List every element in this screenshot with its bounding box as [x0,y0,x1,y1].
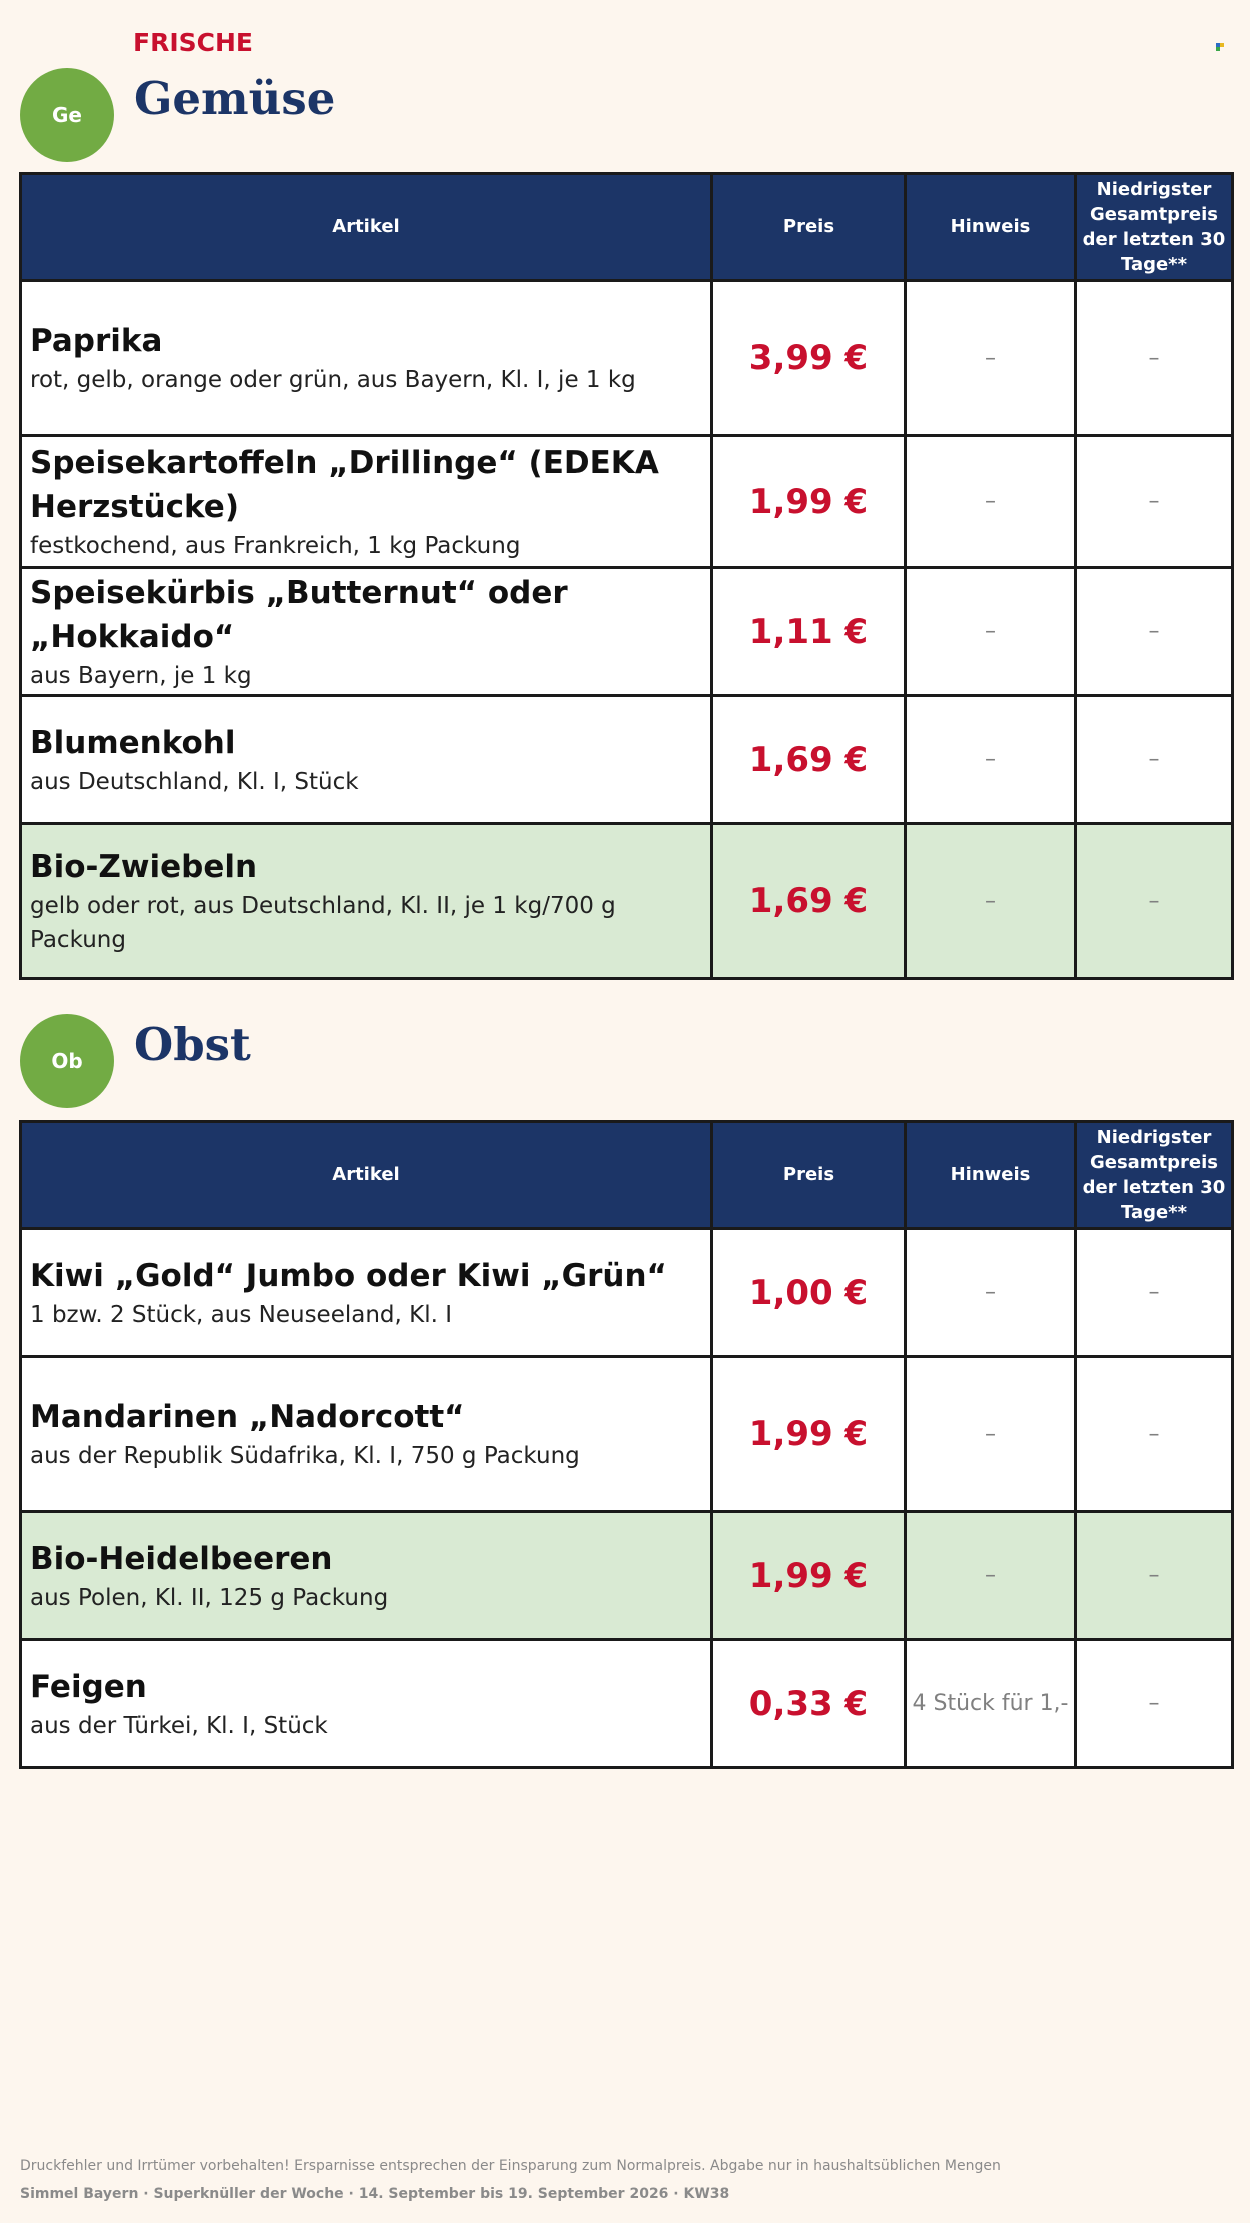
lowest-price-cell: – [1076,1512,1233,1640]
table-header-row [21,1122,1233,1229]
header-price: Preis [712,174,906,281]
lowest-price-cell: – [1076,568,1233,696]
corner-mark-green [1216,47,1220,51]
lowest-price-cell: – [1076,824,1233,979]
note-cell: – [906,1512,1076,1640]
article-description: aus Bayern, je 1 kg [30,662,252,689]
price-cell: 1,00 € [712,1229,906,1357]
price-cell: 1,69 € [712,696,906,824]
note-cell: – [906,696,1076,824]
article-description: gelb oder rot, aus Deutschland, Kl. II, je 1 kg/700 g Packung [30,893,616,953]
article-description: rot, gelb, orange oder grün, aus Bayern, Kl. I, je 1 kg [30,367,636,393]
article-description: aus der Türkei, Kl. I, Stück [30,1712,328,1739]
note-cell: – [906,281,1076,436]
category-kicker: FRISCHE [133,28,253,57]
note-cell: – [906,1357,1076,1512]
section-title: Obst [134,1018,251,1071]
price-cell: 1,69 € [712,824,906,979]
table-row [21,824,1233,979]
note-cell: 4 Stück für 1,- [906,1640,1076,1768]
article-cell [21,1640,712,1768]
article-name: Speisekürbis „Butternut“ oder „Hokkaido“ [30,574,568,655]
article-cell [21,824,712,979]
price-cell: 3,99 € [712,281,906,436]
price-cell: 1,99 € [712,1512,906,1640]
table-row [21,696,1233,824]
article-cell [21,1229,712,1357]
article-name: Blumenkohl [30,724,236,761]
lowest-price-cell: – [1076,1229,1233,1357]
corner-color-mark [1216,43,1224,51]
header-article: Artikel [21,1122,712,1229]
article-description: aus Deutschland, Kl. I, Stück [30,768,359,795]
note-cell: – [906,1229,1076,1357]
table-row [21,1640,1233,1768]
lowest-price-cell: – [1076,696,1233,824]
article-description: festkochend, aus Frankreich, 1 kg Packung [30,532,521,559]
lowest-price-cell: – [1076,1357,1233,1512]
article-cell [21,1512,712,1640]
price-cell: 1,99 € [712,1357,906,1512]
article-cell [21,436,712,568]
article-cell [21,1357,712,1512]
table-row [21,568,1233,696]
note-cell: – [906,436,1076,568]
article-cell [21,696,712,824]
header-price: Preis [712,1122,906,1229]
section-heading-obst [20,1014,620,1108]
note-cell: – [906,568,1076,696]
table-row [21,436,1233,568]
note-cell: – [906,824,1076,979]
header-lowest-price: Niedrigster Gesamtpreis der letzten 30 Tage** [1076,174,1233,281]
table-row [21,1512,1233,1640]
article-name: Kiwi „Gold“ Jumbo oder Kiwi „Grün“ [30,1257,667,1294]
table-header-row [21,174,1233,281]
article-cell [21,568,712,696]
article-description: aus Polen, Kl. II, 125 g Packung [30,1584,389,1611]
table-row [21,1229,1233,1357]
price-table-obst [19,1120,1234,1769]
price-cell: 1,11 € [712,568,906,696]
table-row [21,281,1233,436]
header-note: Hinweis [906,174,1076,281]
article-description: 1 bzw. 2 Stück, aus Neuseeland, Kl. I [30,1301,453,1328]
article-cell [21,281,712,436]
header-article: Artikel [21,174,712,281]
header-lowest-price: Niedrigster Gesamtpreis der letzten 30 Tage** [1076,1122,1233,1229]
article-name: Speisekartoffeln „Drillinge“ (EDEKA Herzstücke) [30,444,659,525]
price-cell: 0,33 € [712,1640,906,1768]
footer-info: Simmel Bayern · Superknüller der Woche · 14. September bis 19. September 2026 · KW38 [20,2186,730,2202]
article-name: Mandarinen „Nadorcott“ [30,1399,465,1435]
article-name: Bio-Zwiebeln [30,849,258,885]
section-badge: Ob [20,1014,114,1108]
section-title: Gemüse [134,72,336,125]
lowest-price-cell: – [1076,1640,1233,1768]
lowest-price-cell: – [1076,281,1233,436]
section-heading-gemuese [20,68,620,162]
article-name: Bio-Heidelbeeren [30,1540,333,1577]
price-table-gemuese [19,172,1234,980]
article-name: Paprika [30,323,163,359]
article-name: Feigen [30,1668,147,1705]
corner-mark-yellow [1220,43,1224,47]
section-badge: Ge [20,68,114,162]
footer-disclaimer: Druckfehler und Irrtümer vorbehalten! Ersparnisse entsprechen der Einsparung zum Normalpreis. Abgabe nur in haushaltsüblichen Mengen [20,2158,1001,2174]
lowest-price-cell: – [1076,436,1233,568]
table-row [21,1357,1233,1512]
price-cell: 1,99 € [712,436,906,568]
article-description: aus der Republik Südafrika, Kl. I, 750 g Packung [30,1443,580,1469]
header-note: Hinweis [906,1122,1076,1229]
